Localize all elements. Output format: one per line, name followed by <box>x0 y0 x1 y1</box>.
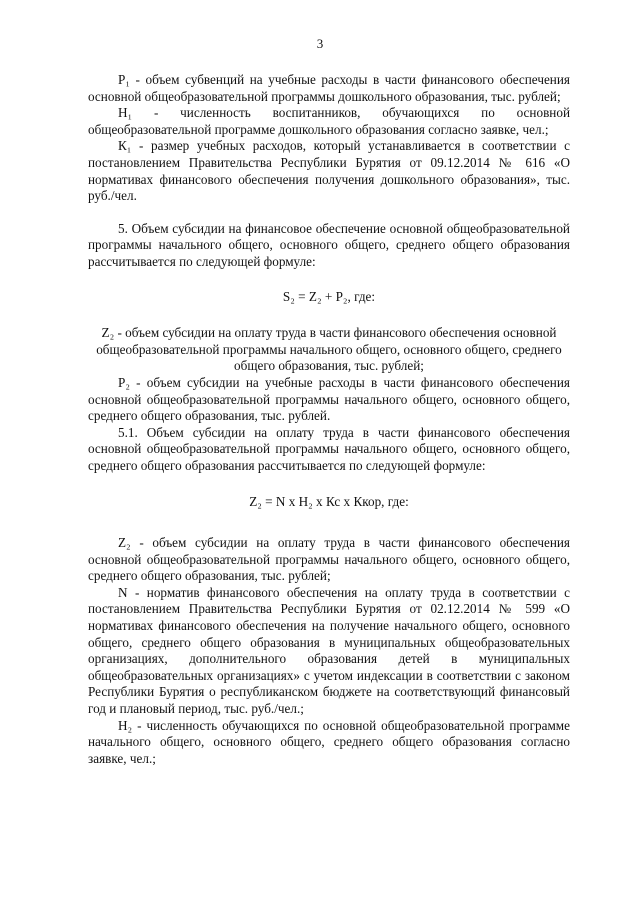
paragraph-p1: P₁ - объем субвенций на учебные расходы в части финансового обеспечения основной общеобразовательной программы дошкольного образования, тыс. рублей; <box>88 72 570 104</box>
paragraph-z2-definition: Z₂ - объем субсидии на оплату труда в части финансового обеспечения основной общеобразовательной программы начального общего, основного общего, среднего общего образования, тыс. рублей; <box>96 325 562 374</box>
paragraph-h1: Н₁ - численность воспитанников, обучающихся по основной общеобразовательной программе дошкольного образования согласно заявке, чел.; <box>88 105 570 137</box>
paragraph-item-5: 5. Объем субсидии на финансовое обеспечение основной общеобразовательной программы начального общего, основного общего, среднего общего образования рассчитывается по следующей формуле: <box>88 220 570 269</box>
paragraph-h2: Н₂ - численность обучающихся по основной общеобразовательной программе начального общего, основного общего, среднего общего образования согласно заявке, чел.; <box>88 717 570 766</box>
formula-s2: S₂ = Z₂ + P₂, где: <box>282 288 376 304</box>
paragraph-n: N - норматив финансового обеспечения на оплату труда в соответствии с постановлением Правительства Республики Бурятия от 02.12.2014 № 599 «О нормативах финансового обеспечения на получение начального общего, основного общего, среднего общего образования в муниципальных общеобразовательных организациях, дополнительного образования детей в муниципальных общеобразовательных организациях» с учетом индексации в соответствии с законом Республики Бурятия о республиканском бюджете на соответствующий финансовый год и плановый период, тыс. руб./чел.; <box>88 584 570 716</box>
paragraph-item-5-1: 5.1. Объем субсидии на оплату труда в части финансового обеспечения основной общеобразовательной программы начального общего, основного общего, среднего общего образования рассчитывается по следующей формуле: <box>88 424 570 473</box>
document-body <box>88 72 570 767</box>
paragraph-z2-definition-2: Z₂ - объем субсидии на оплату труда в части финансового обеспечения основной общеобразовательной программы начального общего, основного общего, среднего общего образования, тыс. рублей; <box>88 535 570 584</box>
page-number: 3 <box>316 36 324 51</box>
paragraph-k1: К₁ - размер учебных расходов, который устанавливается в соответствии с постановлением Правительства Республики Бурятия от 09.12.2014 № 616 «О нормативах финансового обеспечения получения дошкольного образования», тыс. руб./чел. <box>88 138 570 204</box>
formula-z2: Z₂ = N х Н₂ х Кс х Ккор, где: <box>249 494 409 510</box>
paragraph-p2: Р₂ - объем субсидии на учебные расходы в части финансового обеспечения основной общеобразовательной программы начального общего, основного общего, среднего общего образования, тыс. рублей. <box>88 374 570 424</box>
